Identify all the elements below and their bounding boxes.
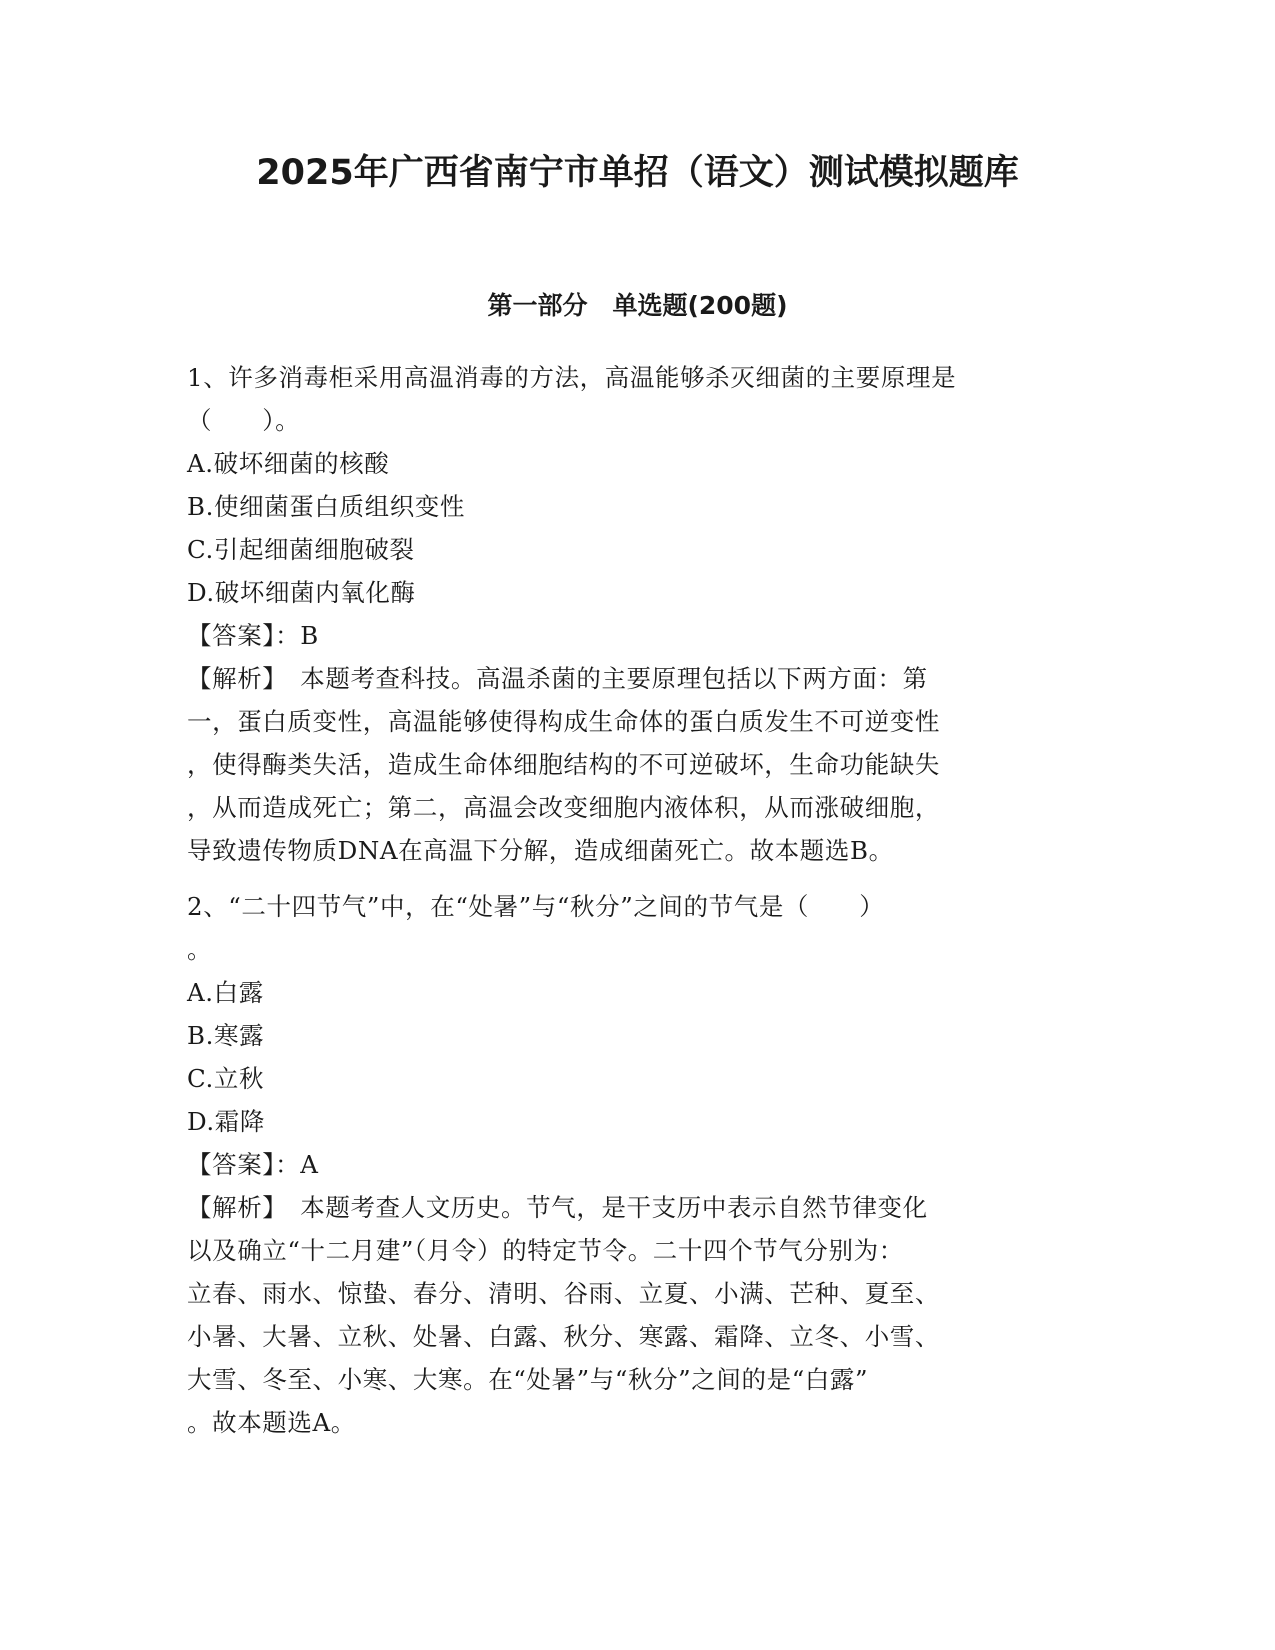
analysis-line: 【解析】 本题考查人文历史。节气，是干支历中表示自然节律变化 (187, 1193, 928, 1222)
option-b: B.寒露 (187, 1021, 265, 1050)
analysis-line: 大雪、冬至、小寒、大寒。在“处暑”与“秋分”之间的是“白露” (187, 1365, 869, 1394)
question-stem-line: 。 (187, 935, 213, 964)
option-c: C.立秋 (187, 1064, 265, 1093)
option-d: D.破坏细菌内氧化酶 (187, 578, 416, 607)
analysis-line: 【解析】 本题考查科技。高温杀菌的主要原理包括以下两方面：第 (187, 664, 928, 693)
option-a: A.白露 (187, 978, 264, 1007)
analysis-line: ，使得酶类失活，造成生命体细胞结构的不可逆破坏，生命功能缺失 (187, 750, 940, 779)
page-title: 2025年广西省南宁市单招（语文）测试模拟题库 (256, 153, 1019, 193)
option-b: B.使细菌蛋白质组织变性 (187, 492, 465, 521)
answer-line: 【答案】：A (187, 1150, 319, 1179)
answer-line: 【答案】：B (187, 621, 319, 650)
question-1 (187, 356, 1077, 872)
analysis-line: 立春、雨水、惊蛰、春分、清明、谷雨、立夏、小满、芒种、夏至、 (187, 1279, 940, 1308)
question-stem-line: （ ）。 (187, 406, 301, 435)
question-list (187, 356, 1077, 1444)
question-stem-line: 1、许多消毒柜采用高温消毒的方法，高温能够杀灭细菌的主要原理是 (187, 363, 957, 392)
question-stem-line: 2、“二十四节气”中，在“处暑”与“秋分”之间的节气是（ ） (187, 892, 885, 921)
option-c: C.引起细菌细胞破裂 (187, 535, 415, 564)
analysis-line: ，从而造成死亡；第二，高温会改变细胞内液体积，从而涨破细胞， (187, 793, 940, 822)
option-a: A.破坏细菌的核酸 (187, 449, 390, 478)
option-d: D.霜降 (187, 1107, 265, 1136)
analysis-line: 以及确立“十二月建”（月令）的特定节令。二十四个节气分别为： (187, 1236, 904, 1265)
analysis-line: 。故本题选A。 (187, 1408, 356, 1437)
analysis-line: 一，蛋白质变性，高温能够使得构成生命体的蛋白质发生不可逆变性 (187, 707, 940, 736)
analysis-line: 导致遗传物质DNA在高温下分解，造成细菌死亡。故本题选B。 (187, 836, 894, 865)
analysis-line: 小暑、大暑、立秋、处暑、白露、秋分、寒露、霜降、立冬、小雪、 (187, 1322, 940, 1351)
question-2 (187, 885, 1077, 1444)
section-title: 第一部分 单选题(200题) (487, 291, 788, 320)
